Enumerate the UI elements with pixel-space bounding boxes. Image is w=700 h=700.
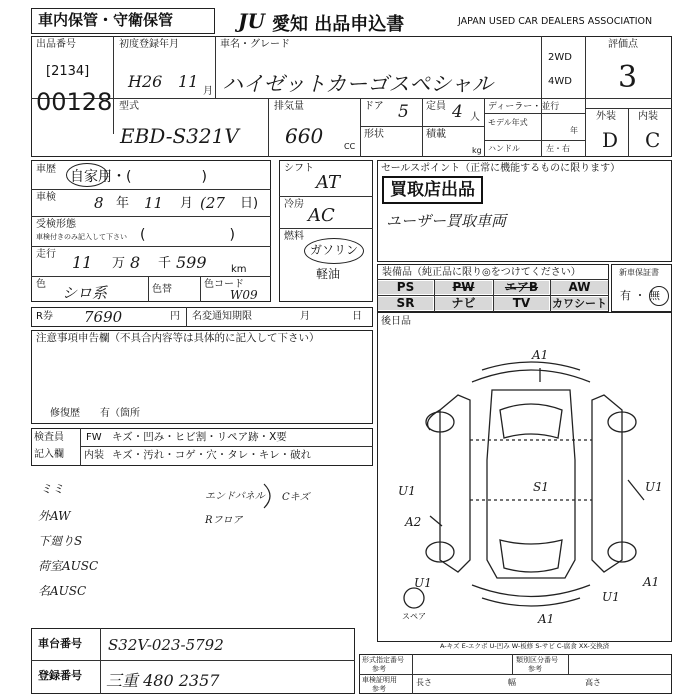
drive-2wd: 2WD — [548, 52, 572, 63]
capacity-unit: 人 — [470, 112, 480, 123]
recycle-label: R券 — [36, 311, 53, 322]
application-label: 受検形態 — [36, 219, 76, 230]
equip-ps: PS — [378, 281, 433, 294]
int-label: 内装 — [638, 111, 658, 122]
displacement-value: 660 — [285, 124, 324, 148]
inspector-row2: キズ・汚れ・コゲ・穴・タレ・キレ・破れ — [112, 449, 312, 461]
mileage-u2: 千 — [158, 256, 172, 271]
spec-r1c: 類別区分番号 — [516, 656, 558, 664]
note-under: 下廻りS — [38, 534, 83, 548]
diagram-mark-u1-right: U1 — [645, 480, 663, 494]
ac-value: AC — [308, 205, 335, 226]
note-ckizu: Cキズ — [282, 492, 310, 503]
doors-label: ドア — [364, 101, 384, 112]
mileage-u1: 万 — [112, 256, 126, 271]
registration-label: 初度登録年月 — [119, 39, 179, 50]
inspector-row1: キズ・凹み・ヒビ割・リペア跡・X要 — [112, 431, 287, 443]
form-title: 愛知 出品申込書 — [272, 14, 405, 35]
history-value: 自家用・( ) — [70, 169, 207, 185]
drive-4wd: 4WD — [548, 76, 572, 87]
spec-r1a: 形式指定番号 — [362, 656, 404, 664]
inspection-day-unit: 日) — [240, 196, 259, 211]
lot-code: [2134] — [46, 64, 90, 79]
deadline-day: 日 — [352, 311, 362, 322]
diagram-mark-a1-bottom: A1 — [538, 612, 555, 626]
grade-label: 評価点 — [608, 39, 638, 50]
sales-point-stamp: 買取店出品 — [382, 176, 483, 204]
doors-value: 5 — [398, 102, 409, 122]
equip-tv: TV — [494, 297, 549, 310]
displacement-unit: CC — [344, 142, 356, 151]
equip-aw: AW — [551, 281, 608, 294]
color-code: W09 — [230, 288, 258, 302]
registration-month-unit: 月 — [203, 86, 213, 97]
lot-label: 出品番号 — [36, 39, 76, 50]
sales-point-label: セールスポイント（正常に機能するものに限ります） — [381, 163, 621, 174]
spec-r1b: 参考 — [372, 665, 386, 673]
plate-value: 三重 480 2357 — [106, 671, 220, 690]
registration-year: H26 — [128, 72, 163, 91]
fuel-diesel: 軽油 — [316, 267, 341, 281]
grade-score: 3 — [618, 60, 638, 95]
diagram-mark-s1: S1 — [533, 480, 549, 494]
inspection-month-unit: 月 — [180, 196, 194, 211]
diagram-mark-a1-right: A1 — [643, 575, 660, 589]
load-label: 積載 — [426, 129, 446, 140]
chassis-label: 車台番号 — [38, 637, 82, 650]
note-cargo: 荷室AUSC — [38, 559, 99, 573]
spec-r2b: 参考 — [372, 685, 386, 693]
lot-number: 00128 — [36, 88, 113, 116]
equip-seat: カワシート — [552, 297, 607, 310]
equip-pw: PW — [435, 281, 492, 294]
year-unit: 年 — [570, 126, 578, 135]
diagram-mark-u1-left: U1 — [398, 484, 416, 498]
inspection-day: (27 — [200, 194, 225, 212]
diagram-mark-a2: A2 — [405, 515, 422, 529]
deadline-month: 月 — [300, 311, 310, 322]
spare-label: スペア — [402, 612, 426, 621]
diagram-legend: A-キズ E-エクボ U-凹み W-板修 S-サビ C-腐食 XX-交換済 — [440, 642, 610, 650]
shift-value: AT — [316, 172, 341, 193]
note-mimi: ミミ — [40, 482, 65, 496]
diagram-mark-u1-bl: U1 — [414, 576, 432, 590]
chassis-value: S32V-023-5792 — [108, 636, 224, 654]
note-name: 名AUSC — [38, 584, 87, 598]
color-value: シロ系 — [62, 284, 108, 302]
ju-logo: JU — [238, 9, 265, 33]
spec-width: 幅 — [508, 678, 516, 687]
mileage-label: 走行 — [36, 249, 56, 260]
spec-r1d: 参考 — [528, 665, 542, 673]
recycle-unit: 円 — [170, 311, 180, 322]
storage-note: 車内保管・守衛保管 — [38, 11, 174, 29]
handle-opts: 左・右 — [546, 144, 570, 153]
vehicle-label: 車名・グレード — [220, 39, 290, 50]
mileage-d1: 11 — [72, 253, 93, 272]
color-code-label: 色コード — [204, 279, 244, 290]
vehicle-name: ハイゼットカーゴスペシャル — [222, 72, 493, 96]
equip-airbag: エアB — [494, 281, 549, 294]
inspector-row1-tag: FW — [86, 432, 102, 443]
warranty-circle — [649, 286, 669, 306]
aftermarket-label: 後日品 — [381, 316, 411, 327]
displacement-label: 排気量 — [274, 101, 304, 112]
mileage-unit: km — [231, 264, 247, 275]
load-unit: kg — [472, 146, 482, 155]
note-rfloor: Rフロア — [205, 515, 243, 526]
recycle-value: 7690 — [84, 308, 123, 326]
registration-month: 11 — [178, 72, 199, 91]
shift-label: シフト — [284, 163, 314, 174]
warranty-label: 新車保証書 — [619, 268, 659, 277]
note-aw: 外AW — [38, 509, 71, 523]
plate-label: 登録番号 — [38, 669, 82, 682]
inspection-month: 11 — [144, 194, 164, 212]
shape-label: 形状 — [364, 129, 384, 140]
equip-sr: SR — [378, 297, 433, 310]
application-note: 車検付きのみ記入して下さい — [36, 233, 127, 241]
equip-navi: ナビ — [435, 297, 492, 310]
ext-label: 外装 — [596, 111, 616, 122]
int-value: C — [645, 128, 661, 152]
inspection-label: 車検 — [36, 192, 56, 203]
mileage-d2: 8 — [130, 253, 141, 272]
inspector-label2: 記入欄 — [34, 449, 64, 460]
deadline-label: 名変通知期限 — [192, 311, 252, 322]
ac-label: 冷房 — [284, 199, 304, 210]
inspector-label1: 検査員 — [34, 432, 64, 443]
capacity-label: 定員 — [426, 101, 446, 112]
spec-height: 高さ — [585, 678, 601, 687]
color-change-label: 色替 — [152, 284, 172, 295]
history-circle — [66, 163, 108, 187]
mileage-d3: 599 — [176, 253, 207, 272]
history-label: 車歴 — [36, 164, 56, 175]
note-bracket — [262, 482, 282, 512]
repair-label: 修復歴 有（箇所 — [50, 408, 140, 419]
import-label: ディーラー・並行 — [488, 102, 560, 112]
notes-label: 注意事項申告欄（不具合内容等は具体的に記入して下さい） — [36, 332, 320, 344]
ext-value: D — [602, 128, 619, 152]
inspection-year-unit: 年 — [116, 196, 130, 211]
car-diagram — [400, 340, 662, 630]
spec-r2a: 車検証明用 — [362, 676, 397, 684]
model-label: 型式 — [119, 101, 139, 112]
equipment-label: 装備品（純正品に限り◎をつけてください） — [382, 267, 581, 278]
sales-point-note: ユーザー買取車両 — [386, 212, 507, 230]
fuel-label: 燃料 — [284, 231, 304, 242]
handle-label: ハンドル — [488, 144, 520, 153]
model-year-label: モデル年式 — [488, 118, 528, 127]
spec-length: 長さ — [416, 678, 432, 687]
application-value: ( ) — [140, 227, 235, 243]
warranty-opts: 有 ・ 無 — [620, 289, 660, 302]
inspection-year: 8 — [94, 194, 104, 212]
model-value: EBD-S321V — [120, 124, 239, 148]
fuel-gasoline: ガソリン — [310, 243, 359, 257]
capacity-value: 4 — [452, 102, 463, 122]
inspector-row2-tag: 内装 — [84, 450, 104, 461]
fuel-circle — [304, 238, 364, 264]
note-endpanel: エンドパネル — [205, 491, 265, 502]
form-subtitle: JAPAN USED CAR DEALERS ASSOCIATION — [458, 16, 653, 27]
diagram-mark-u1-br: U1 — [602, 590, 620, 604]
diagram-mark-a1-top: A1 — [532, 348, 549, 362]
color-label: 色 — [36, 279, 46, 290]
